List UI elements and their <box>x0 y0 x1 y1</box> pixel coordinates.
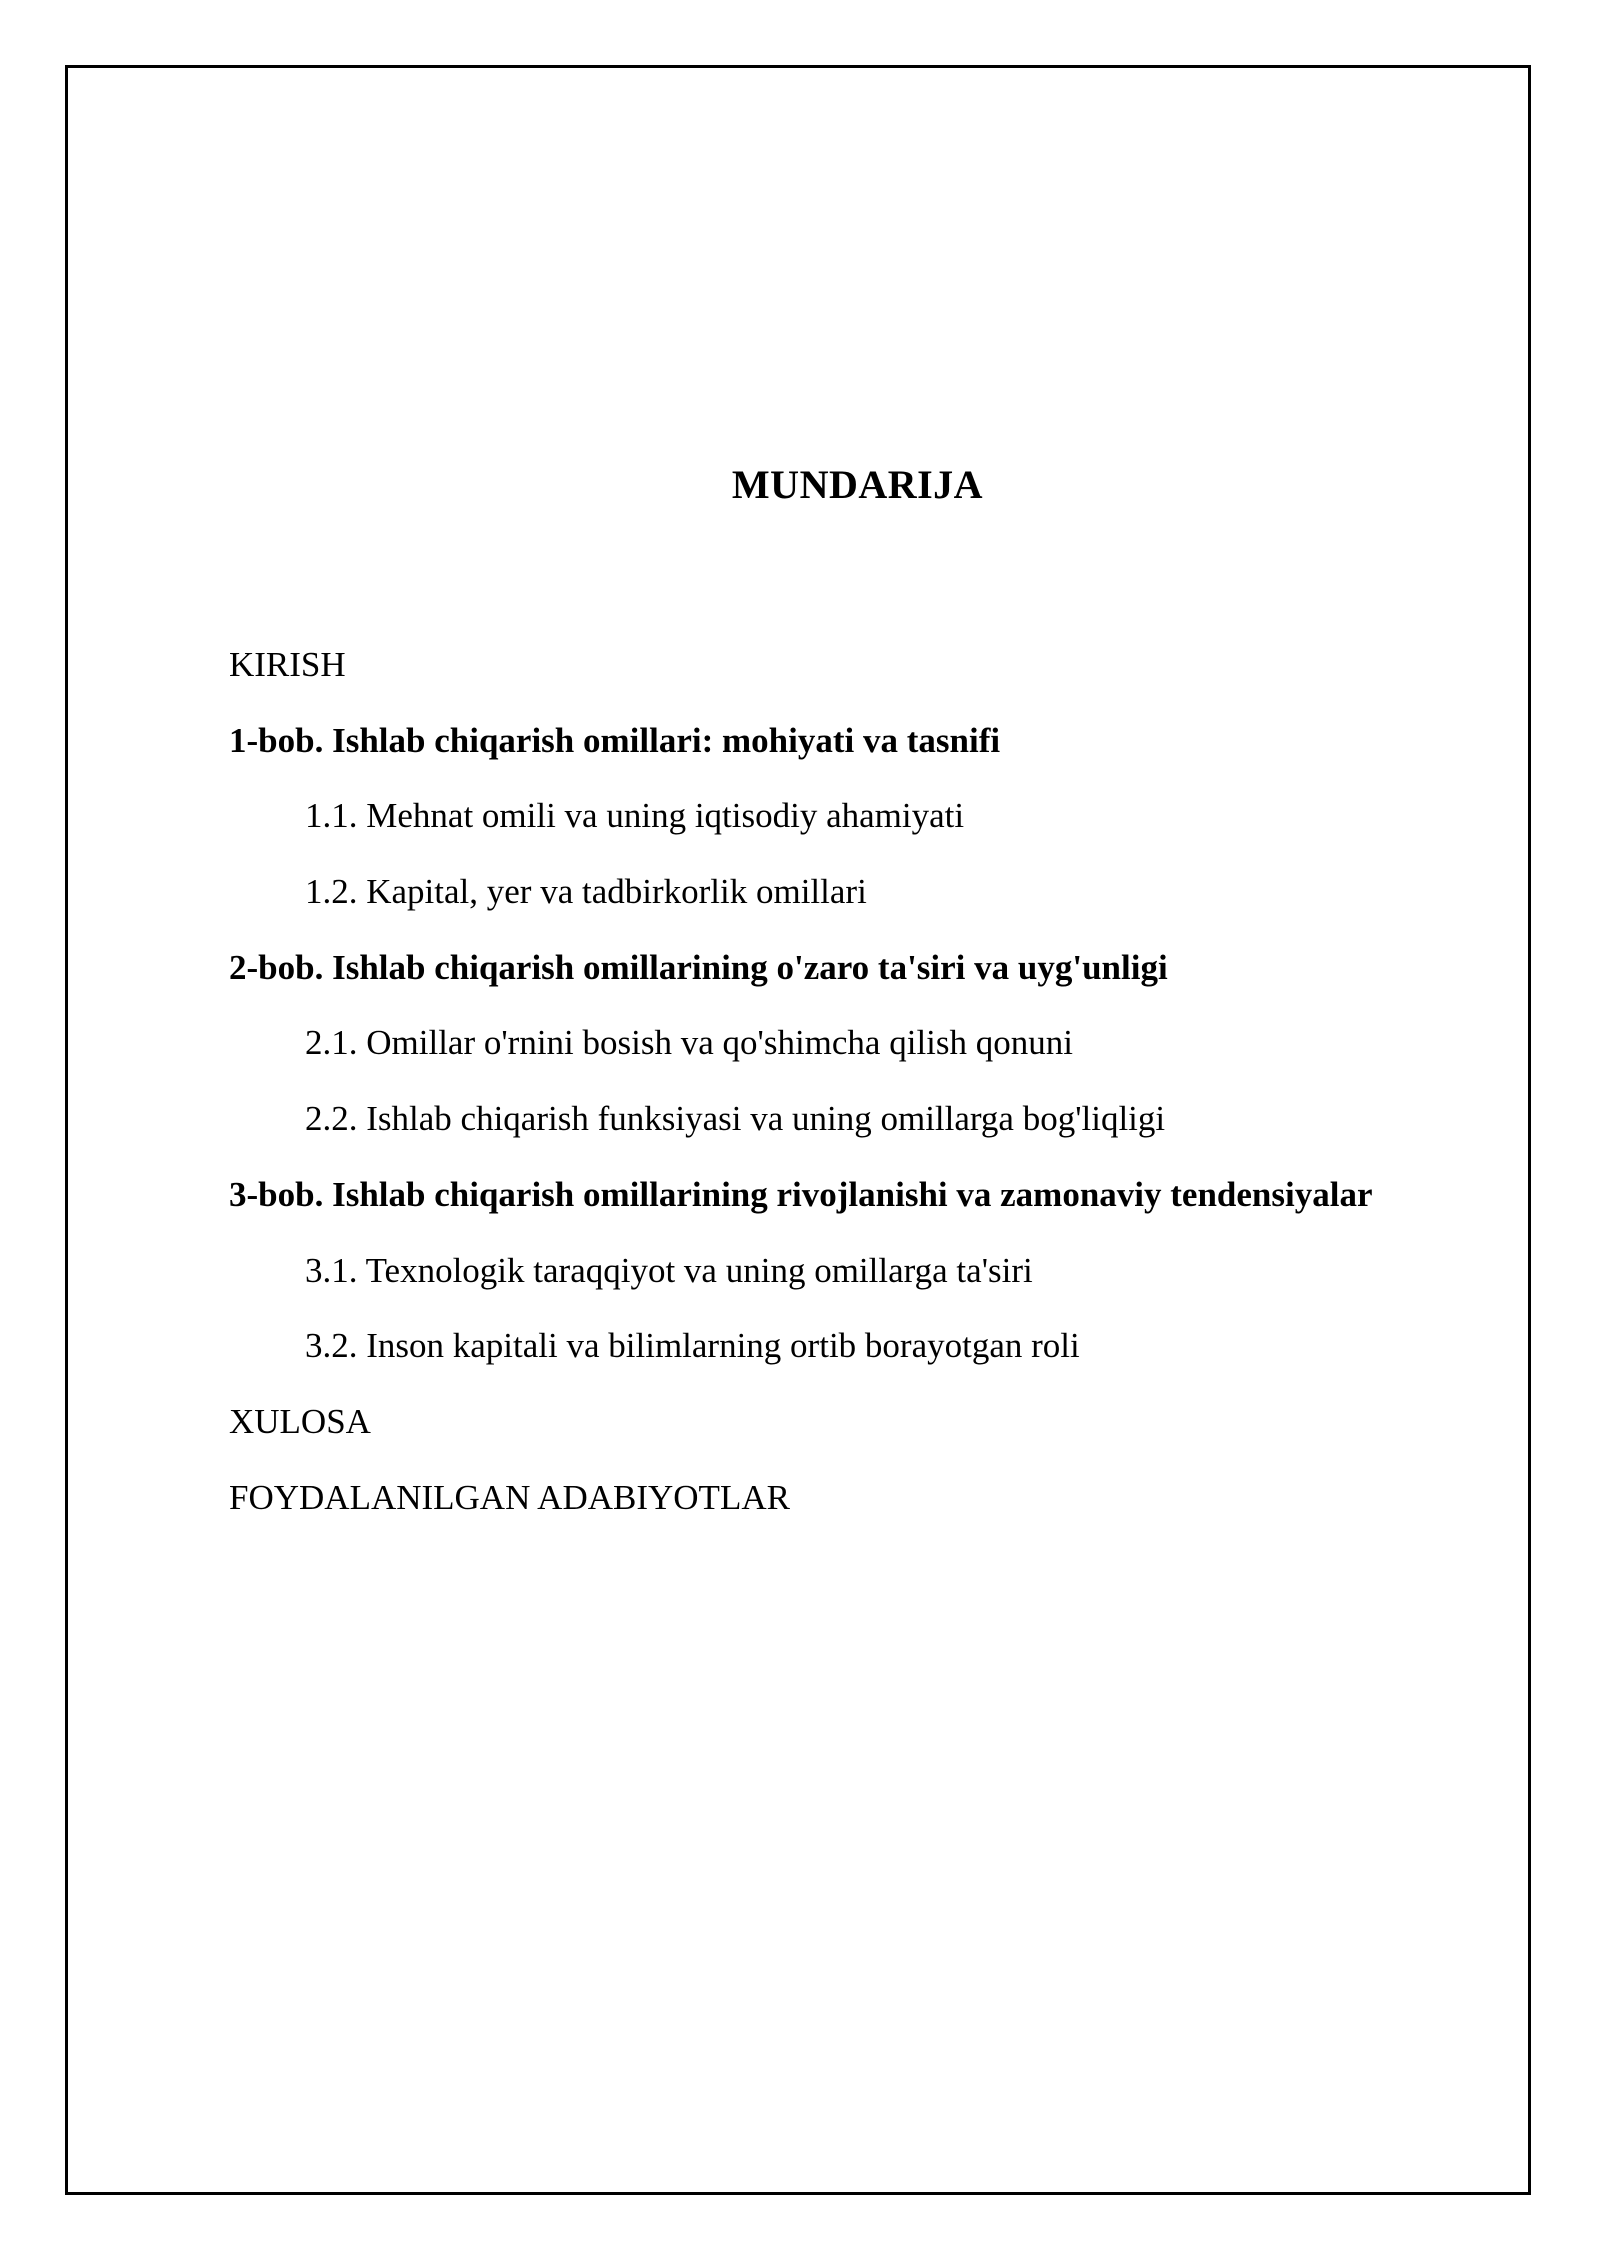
toc-subsection-1-1: 1.1. Mehnat omili va uning iqtisodiy ahamiyati <box>305 796 965 836</box>
toc-entry-kirish: KIRISH <box>229 645 346 684</box>
toc-subsection-1-2: 1.2. Kapital, yer va tadbirkorlik omillari <box>305 872 867 912</box>
toc-subsection-3-1: 3.1. Texnologik taraqqiyot va uning omillarga ta'siri <box>305 1250 1033 1290</box>
toc-chapter-3: 3-bob. Ishlab chiqarish omillarining rivojlanishi va zamonaviy tendensiyalar <box>229 1174 1373 1214</box>
toc-chapter-1: 1-bob. Ishlab chiqarish omillari: mohiyati va tasnifi <box>229 720 1001 760</box>
toc-entry-adabiyotlar: FOYDALANILGAN ADABIYOTLAR <box>229 1477 790 1517</box>
page-title: MUNDARIJA <box>731 462 984 507</box>
toc-subsection-2-1: 2.1. Omillar o'rnini bosish va qo'shimcha qilish qonuni <box>305 1023 1073 1063</box>
toc-chapter-2: 2-bob. Ishlab chiqarish omillarining o'zaro ta'siri va uyg'unligi <box>229 947 1168 987</box>
table-of-contents <box>229 640 1529 1548</box>
toc-subsection-2-2: 2.2. Ishlab chiqarish funksiyasi va uning omillarga bog'liqligi <box>305 1099 1166 1139</box>
toc-entry-xulosa: XULOSA <box>229 1401 371 1441</box>
toc-subsection-3-2: 3.2. Inson kapitali va bilimlarning ortib borayotgan roli <box>305 1326 1080 1366</box>
